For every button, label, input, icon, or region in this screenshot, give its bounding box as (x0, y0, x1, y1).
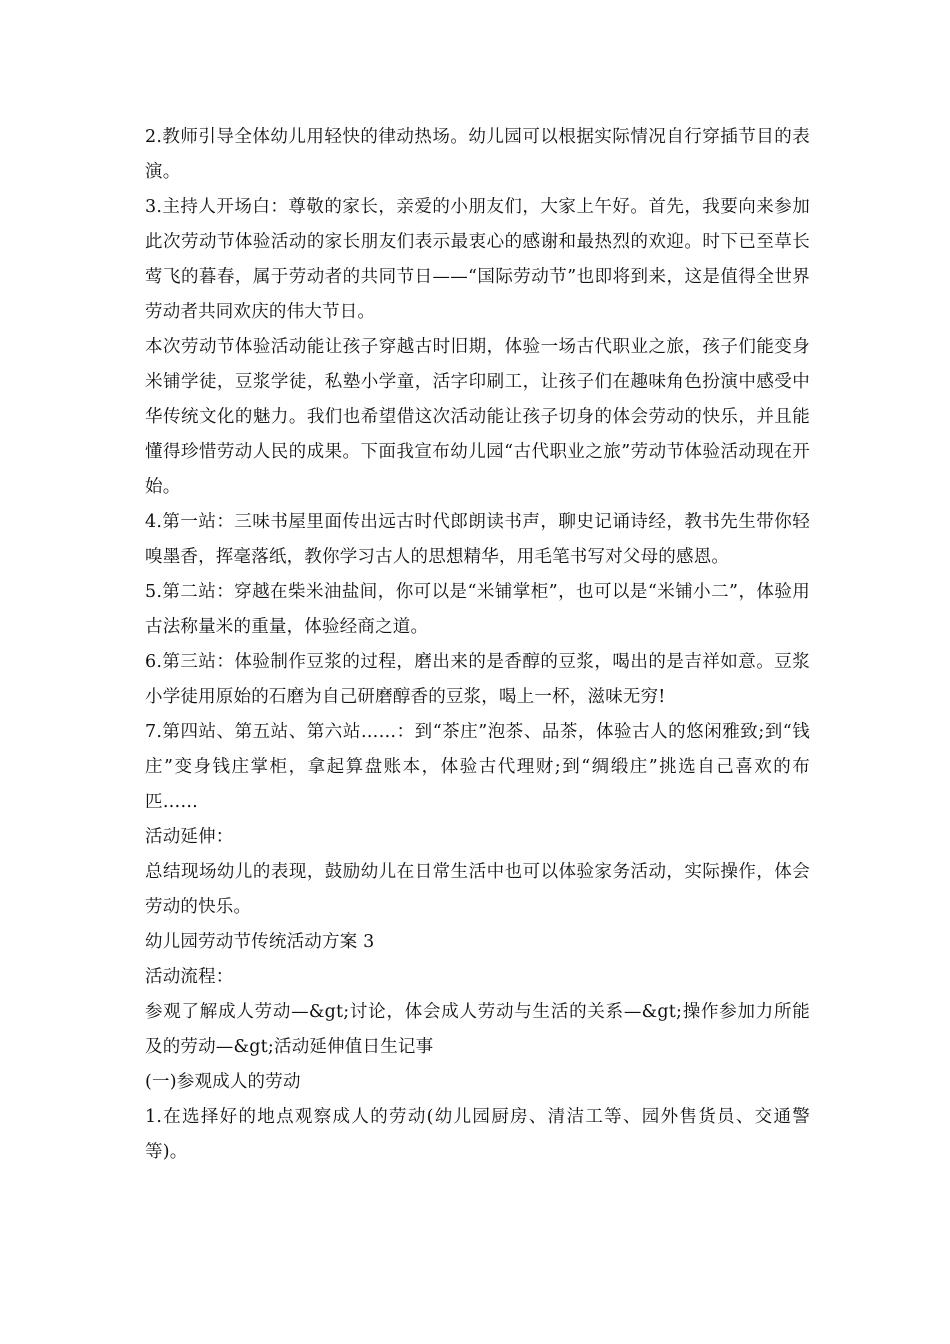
paragraph-step-3-host-opening: 3.主持人开场白：尊敬的家长，亲爱的小朋友们，大家上午好。首先，我要向来参加此次劳动节体验活动的家长朋友们表示最衷心的感谢和最热烈的欢迎。时下已至草长莺飞的暮春，属于劳动者的共同节日——“国际劳动节”也即将到来，这是值得全世界劳动者共同欢庆的伟大节日。 (145, 197, 810, 322)
paragraph-process-flow: 参观了解成人劳动—&gt;讨论，体会成人劳动与生活的关系—&gt;操作参加力所能及的劳动—&gt;活动延伸值日生记事 (145, 1002, 810, 1057)
section-title-plan-3: 幼儿园劳动节传统活动方案 3 (145, 932, 375, 952)
paragraph-step-2: 2.教师引导全体幼儿用轻快的律动热场。幼儿园可以根据实际情况自行穿插节目的表演。 (145, 127, 810, 182)
paragraph-step-4-station-1: 4.第一站：三味书屋里面传出远古时代郎朗读书声，聊史记诵诗经，教书先生带你轻嗅墨香，挥毫落纸，教你学习古人的思想精华，用毛笔书写对父母的感恩。 (145, 512, 810, 567)
section-heading-extension: 活动延伸： (145, 827, 234, 847)
section-heading-process: 活动流程： (145, 967, 234, 987)
paragraph-activity-intro: 本次劳动节体验活动能让孩子穿越古时旧期，体验一场古代职业之旅，孩子们能变身米铺学徒，豆浆学徒，私塾小学童，活字印刷工，让孩子们在趣味角色扮演中感受中华传统文化的魅力。我们也希望借这次活动能让孩子切身的体会劳动的快乐，并且能懂得珍惜劳动人民的成果。下面我宣布幼儿园“古代职业之旅”劳动节体验活动现在开始。 (145, 337, 810, 497)
paragraph-step-6-station-3: 6.第三站：体验制作豆浆的过程，磨出来的是香醇的豆浆，喝出的是吉祥如意。豆浆小学徒用原始的石磨为自己研磨醇香的豆浆，喝上一杯，滋味无穷! (145, 652, 810, 707)
subheading-observe-adult-labor: (一)参观成人的劳动 (145, 1072, 301, 1092)
paragraph-observe-step-1: 1.在选择好的地点观察成人的劳动(幼儿园厨房、清洁工等、园外售货员、交通警等)。 (145, 1107, 810, 1162)
paragraph-step-7-stations-4-6: 7.第四站、第五站、第六站……：到“茶庄”泡茶、品茶，体验古人的悠闲雅致;到“钱庄”变身钱庄掌柜，拿起算盘账本，体验古代理财;到“绸缎庄”挑选自己喜欢的布匹…… (145, 722, 810, 812)
document-page (145, 120, 810, 1170)
paragraph-step-5-station-2: 5.第二站：穿越在柴米油盐间，你可以是“米铺掌柜”，也可以是“米铺小二”，体验用古法称量米的重量，体验经商之道。 (145, 582, 810, 637)
paragraph-extension-summary: 总结现场幼儿的表现，鼓励幼儿在日常生活中也可以体验家务活动，实际操作，体会劳动的快乐。 (145, 862, 810, 917)
